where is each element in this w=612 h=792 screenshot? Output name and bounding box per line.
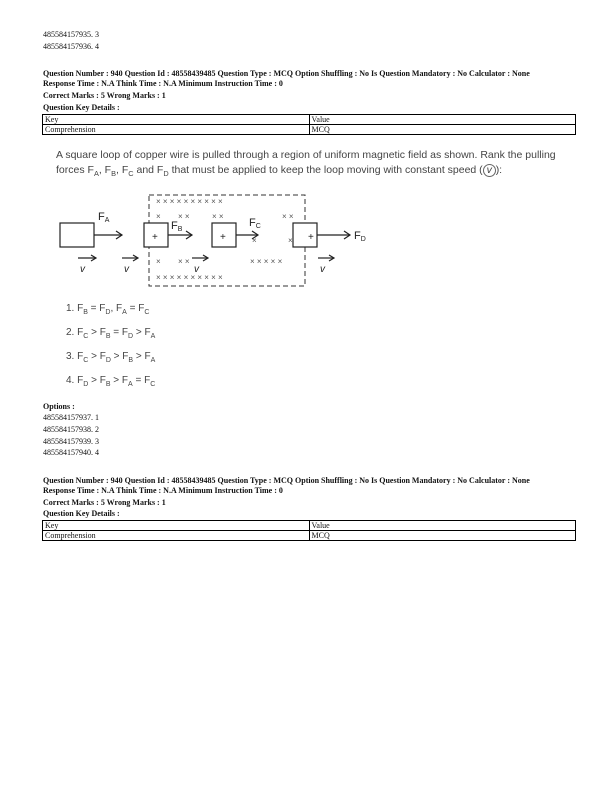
marks-2: Correct Marks : 5 Wrong Marks : 1 xyxy=(43,498,166,507)
question-header-2: Question Number : 940 Question Id : 48558439485 Question Type : MCQ Option Shuffling : No Is Question Mandatory : No Calculator : None xyxy=(43,476,530,485)
key-details-table xyxy=(42,114,576,135)
velocity-label-a: v xyxy=(80,264,85,275)
answer-choice-1: 1. $F_B = F_D$, $F_A = F_C$ xyxy=(66,303,150,316)
question-text-line2: forces $F_A$, $F_B$, $F_C$ and $F_D$ that must be applied to keep the loop moving with constant speed ( v ): xyxy=(56,164,503,179)
answer-choice-2: 2. $F_C > F_B = F_D > F_A$ xyxy=(66,327,156,340)
value-header: Value xyxy=(309,521,576,531)
value-header: Value xyxy=(309,115,576,125)
option-4: 485584157940. 4 xyxy=(43,448,99,457)
svg-text:× ×: × × xyxy=(212,212,224,221)
key-details-title: Question Key Details : xyxy=(43,103,120,112)
key-details-title-2: Question Key Details : xyxy=(43,509,120,518)
answer-choice-4: 4. $F_D > F_B > F_A = F_C$ xyxy=(66,375,156,388)
svg-text:× ×: × × xyxy=(178,257,190,266)
marks: Correct Marks : 5 Wrong Marks : 1 xyxy=(43,91,166,100)
key-details-table-2 xyxy=(42,520,576,541)
plus-b: + xyxy=(152,232,158,243)
prev-option-4: 485584157936. 4 xyxy=(43,42,99,51)
key-header: Key xyxy=(43,521,310,531)
velocity-label-d: v xyxy=(320,264,325,275)
velocity-label-c: v xyxy=(194,264,199,275)
key-header: Key xyxy=(43,115,310,125)
svg-text:×: × xyxy=(156,212,161,221)
option-2: 485584157938. 2 xyxy=(43,425,99,434)
loop-a xyxy=(60,223,94,247)
velocity-symbol: v xyxy=(483,164,496,177)
plus-d: + xyxy=(308,232,314,243)
svg-text:× × × × ×: × × × × × xyxy=(250,257,283,266)
options-title: Options : xyxy=(43,402,75,411)
label-fb: FB xyxy=(171,220,183,233)
key-cell: Comprehension xyxy=(43,531,310,541)
svg-text:× ×: × × xyxy=(178,212,190,221)
svg-text:×: × xyxy=(288,236,293,245)
svg-text:× × × × × × × × × ×: × × × × × × × × × × xyxy=(156,273,223,282)
response-time: Response Time : N.A Think Time : N.A Minimum Instruction Time : 0 xyxy=(43,79,283,88)
velocity-label-b: v xyxy=(124,264,129,275)
svg-text:×: × xyxy=(156,257,161,266)
response-time-2: Response Time : N.A Think Time : N.A Minimum Instruction Time : 0 xyxy=(43,486,283,495)
prev-option-3: 485584157935. 3 xyxy=(43,30,99,39)
magnetic-field-figure xyxy=(52,186,392,294)
svg-text:× × × × × × × × × ×: × × × × × × × × × × xyxy=(156,197,223,206)
plus-c: + xyxy=(220,232,226,243)
svg-text:×: × xyxy=(252,236,257,245)
option-3: 485584157939. 3 xyxy=(43,437,99,446)
label-fd: FD xyxy=(354,230,366,243)
label-fa: FA xyxy=(98,211,110,224)
svg-text:× ×: × × xyxy=(282,212,294,221)
answer-choice-3: 3. $F_C > F_D > F_B > F_A$ xyxy=(66,351,156,364)
key-cell: Comprehension xyxy=(43,125,310,135)
question-header: Question Number : 940 Question Id : 48558439485 Question Type : MCQ Option Shuffling : No Is Question Mandatory : No Calculator : None xyxy=(43,69,530,78)
question-text-line1: A square loop of copper wire is pulled through a region of uniform magnetic field as shown. Rank the pulling xyxy=(56,149,556,161)
value-cell: MCQ xyxy=(309,125,576,135)
value-cell: MCQ xyxy=(309,531,576,541)
label-fc: FC xyxy=(249,217,261,230)
option-1: 485584157937. 1 xyxy=(43,413,99,422)
